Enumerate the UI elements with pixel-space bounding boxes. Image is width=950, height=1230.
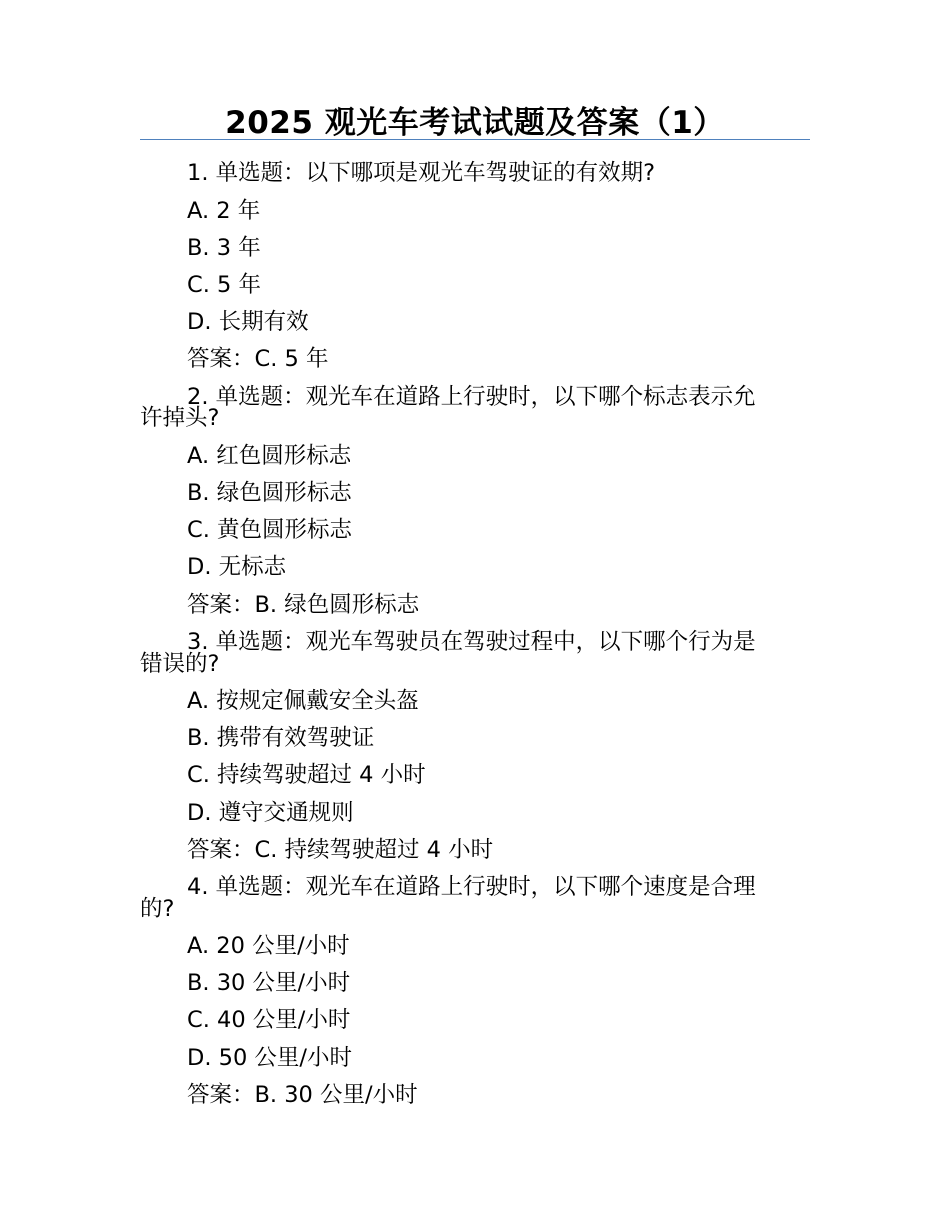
question-3-option-a: A. 按规定佩戴安全头盔 [187,688,419,714]
question-4-option-b: B. 30 公里/小时 [187,970,351,996]
question-1-answer: 答案：C. 5 年 [187,346,329,372]
question-4-stem-continued: 的? [140,896,175,922]
question-1-option-b: B. 3 年 [187,235,261,261]
question-4-option-c: C. 40 公里/小时 [187,1007,351,1033]
question-1-option-d: D. 长期有效 [187,309,309,335]
question-2-option-d: D. 无标志 [187,554,287,580]
question-4-answer: 答案：B. 30 公里/小时 [187,1082,418,1108]
question-2-answer: 答案：B. 绿色圆形标志 [187,592,420,618]
title-underline [140,139,810,140]
question-2-option-c: C. 黄色圆形标志 [187,517,353,543]
question-4-option-d: D. 50 公里/小时 [187,1045,352,1071]
question-3-stem: 3. 单选题：观光车驾驶员在驾驶过程中，以下哪个行为是 [187,629,756,655]
question-3-option-b: B. 携带有效驾驶证 [187,725,375,751]
question-3-option-d: D. 遵守交通规则 [187,800,354,826]
question-3-stem-continued: 错误的? [140,651,220,677]
question-2-option-a: A. 红色圆形标志 [187,443,352,469]
question-3-answer: 答案：C. 持续驾驶超过 4 小时 [187,837,494,863]
question-1-option-a: A. 2 年 [187,198,261,224]
question-4-option-a: A. 20 公里/小时 [187,933,350,959]
question-3-option-c: C. 持续驾驶超过 4 小时 [187,762,426,788]
page-title: 2025 观光车考试试题及答案（1） [225,105,725,141]
question-2-stem-continued: 许掉头? [140,405,220,431]
question-1-stem: 1. 单选题：以下哪项是观光车驾驶证的有效期? [187,160,656,186]
question-2-option-b: B. 绿色圆形标志 [187,480,352,506]
question-4-stem: 4. 单选题：观光车在道路上行驶时，以下哪个速度是合理 [187,874,756,900]
question-2-stem: 2. 单选题：观光车在道路上行驶时，以下哪个标志表示允 [187,384,756,410]
question-1-option-c: C. 5 年 [187,272,261,298]
